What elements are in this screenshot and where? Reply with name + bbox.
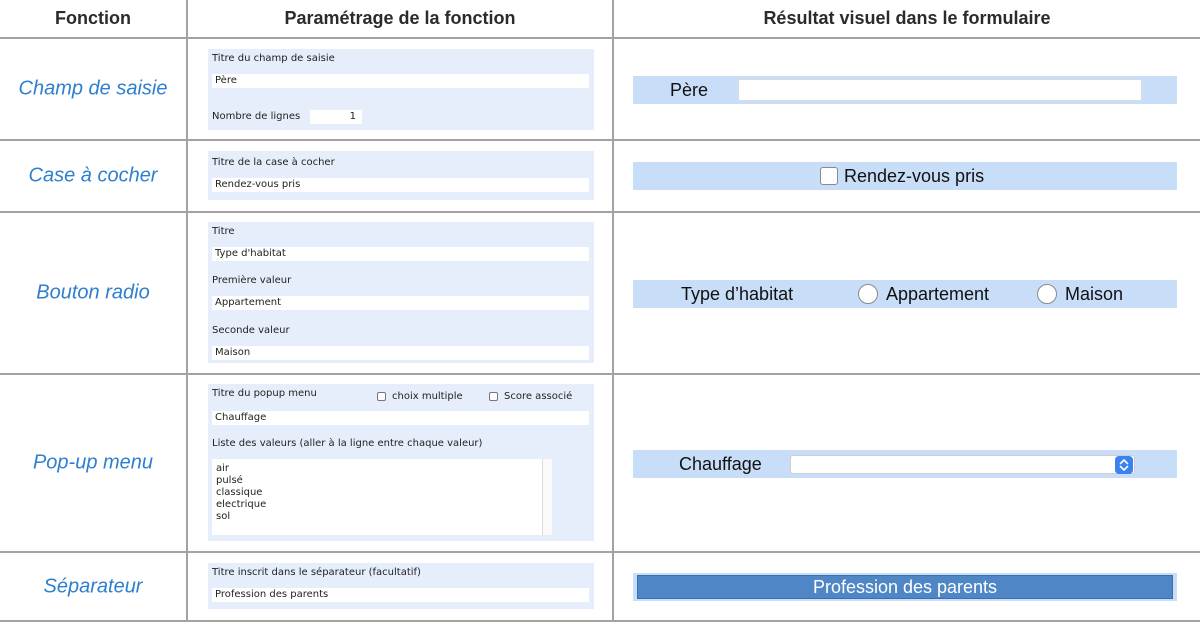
result-text-field[interactable] (738, 79, 1142, 101)
row-case-function-cell (0, 141, 186, 211)
list-item: air (216, 463, 230, 474)
param-score-checkbox[interactable] (489, 392, 498, 401)
result-menu-label: Chauffage (679, 454, 762, 474)
result-checkbox-label: Rendez-vous pris (844, 166, 985, 186)
row-radio-param-cell (188, 213, 612, 373)
param-title-input[interactable]: Profession des parents (212, 588, 589, 602)
row-radio-result-cell (614, 213, 1200, 373)
result-field-label: Père (670, 80, 709, 100)
result-separator-bar: Profession des parents (637, 575, 1173, 599)
param-second-label: Seconde valeur (212, 325, 290, 336)
result-band-case (633, 162, 1177, 190)
list-item: classique (216, 487, 263, 498)
row-popup-function-cell (0, 375, 186, 551)
row-champ-param-cell (188, 39, 612, 139)
header-cell-parametrage (188, 0, 612, 37)
row-champ-function-cell (0, 39, 186, 139)
param-title-input[interactable]: Type d'habitat (212, 247, 589, 261)
row-separateur-param-cell (188, 553, 612, 620)
param-title-input[interactable]: Père (212, 74, 589, 88)
result-band-popup (633, 450, 1177, 478)
row-popup-result-cell (614, 375, 1200, 551)
header-parametrage: Paramétrage de la fonction (284, 8, 516, 28)
result-radio-option-2[interactable] (1037, 284, 1057, 304)
header-resultat: Résultat visuel dans le formulaire (763, 8, 1051, 28)
param-values-textarea[interactable] (212, 459, 552, 535)
result-band-separateur (633, 573, 1177, 601)
param-list-label: Liste des valeurs (aller à la ligne entre chaque valeur) (212, 438, 483, 449)
list-item: sol (216, 511, 231, 522)
param-title-label: Titre du champ de saisie (212, 53, 335, 64)
row-champ-result-cell (614, 39, 1200, 139)
param-panel-separateur (208, 563, 594, 609)
param-lines-label: Nombre de lignes (212, 111, 301, 122)
function-label-case: Case à cocher (28, 164, 158, 187)
param-first-input[interactable]: Appartement (212, 296, 589, 310)
param-first-label: Première valeur (212, 275, 292, 286)
result-radio-group-label: Type d’habitat (681, 284, 794, 304)
function-label-popup: Pop-up menu (32, 451, 154, 474)
param-panel-radio (208, 222, 594, 363)
result-checkbox[interactable] (820, 167, 838, 185)
result-popup-select[interactable] (790, 455, 1135, 474)
chevron-up-down-icon[interactable] (1115, 456, 1133, 474)
result-radio-option-1-label: Appartement (886, 284, 990, 304)
result-radio-option-1[interactable] (858, 284, 878, 304)
header-fonction: Fonction (55, 8, 131, 28)
row-separateur-function-cell (0, 553, 186, 620)
param-second-input[interactable]: Maison (212, 346, 589, 360)
result-band-champ (633, 76, 1177, 104)
function-label-radio: Bouton radio (36, 281, 150, 304)
row-case-result-cell (614, 141, 1200, 211)
result-radio-option-2-label: Maison (1065, 284, 1124, 304)
list-item: electrique (216, 499, 267, 510)
row-separateur-result-cell (614, 553, 1200, 620)
textarea-scrollbar[interactable] (542, 459, 552, 535)
function-label-champ: Champ de saisie (18, 77, 168, 100)
param-panel-case (208, 151, 594, 200)
param-score-label: Score associé (504, 391, 573, 402)
param-panel-champ (208, 49, 594, 130)
param-title-input[interactable]: Chauffage (212, 411, 589, 425)
row-popup-param-cell (188, 375, 612, 551)
param-multi-checkbox[interactable] (377, 392, 386, 401)
row-case-param-cell (188, 141, 612, 211)
param-panel-popup (208, 384, 594, 541)
param-lines-input[interactable]: 1 (310, 110, 362, 124)
list-item: pulsé (216, 475, 243, 486)
param-title-label: Titre inscrit dans le séparateur (facultatif) (212, 567, 421, 578)
header-cell-fonction (0, 0, 186, 37)
param-title-label: Titre (212, 226, 235, 237)
param-title-label: Titre de la case à cocher (212, 157, 335, 168)
param-title-input[interactable]: Rendez-vous pris (212, 178, 589, 192)
row-radio-function-cell (0, 213, 186, 373)
param-multi-label: choix multiple (392, 391, 463, 402)
header-cell-resultat (614, 0, 1200, 37)
result-band-radio (633, 280, 1177, 308)
param-title-label: Titre du popup menu (212, 388, 317, 399)
function-label-separateur: Séparateur (43, 575, 143, 597)
